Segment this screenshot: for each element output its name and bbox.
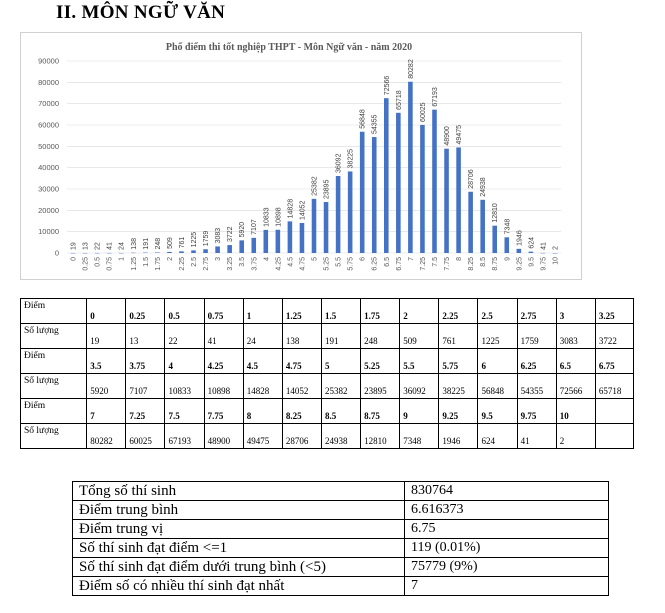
score-cell: 4: [165, 349, 204, 374]
x-tick-label: 9.25: [516, 256, 524, 271]
chart-bar: [372, 137, 377, 253]
x-tick-label: 7.75: [444, 257, 452, 271]
count-cell: 1225: [478, 324, 517, 349]
score-cell: 7.25: [126, 399, 165, 424]
score-cell: 1.25: [282, 299, 321, 324]
score-cell: 8.75: [361, 399, 400, 424]
count-cell: 36092: [400, 374, 439, 399]
x-tick-label: 9.5: [528, 257, 536, 267]
data-label: 509: [166, 237, 174, 249]
y-tick-label: 50000: [38, 141, 59, 151]
count-cell: 7348: [400, 424, 439, 449]
chart-bar: [408, 82, 413, 253]
stats-row: [73, 501, 609, 520]
chart-bar: [336, 176, 341, 253]
chart-bar: [492, 226, 497, 253]
count-cell: 23895: [361, 374, 400, 399]
count-cell: 7107: [126, 374, 165, 399]
x-tick-label: 4.75: [299, 257, 307, 271]
chart-bar: [384, 98, 389, 253]
score-cell: 9.75: [517, 399, 556, 424]
score-cell: 0.25: [126, 299, 165, 324]
count-cell: 191: [321, 324, 360, 349]
stats-row: [73, 539, 609, 558]
score-cell: 4.5: [243, 349, 282, 374]
data-label: 2: [552, 246, 560, 250]
score-row-label: Điểm: [21, 299, 87, 324]
chart-bar: [517, 249, 522, 253]
stats-row: [73, 558, 609, 577]
score-cell: 8: [243, 399, 282, 424]
score-cell: 9.25: [439, 399, 478, 424]
count-cell: 25382: [321, 374, 360, 399]
chart-bar: [348, 171, 353, 253]
stats-label: Số thí sinh đạt điểm dưới trung bình (<5): [73, 558, 405, 577]
x-tick-label: 8.75: [492, 257, 500, 271]
x-tick-label: 9: [504, 257, 512, 261]
x-tick-label: 3.25: [227, 257, 235, 271]
x-tick-label: 8.5: [480, 257, 488, 267]
x-tick-label: 6: [359, 257, 367, 261]
score-cell: 6.75: [595, 349, 633, 374]
data-label: 1759: [203, 230, 211, 247]
score-cell: 3.25: [595, 299, 633, 324]
count-cell: 138: [282, 324, 321, 349]
count-cell: 48900: [204, 424, 243, 449]
data-label: 56848: [359, 109, 367, 129]
score-cell: 0.75: [204, 299, 243, 324]
count-cell: 60025: [126, 424, 165, 449]
score-row: [21, 399, 634, 424]
count-cell: 1759: [517, 324, 556, 349]
count-cell: 65718: [595, 374, 633, 399]
score-cell: 3.5: [87, 349, 126, 374]
count-row: [21, 374, 634, 399]
x-tick-label: 4: [263, 257, 271, 261]
data-label: 138: [130, 238, 138, 250]
score-cell: 9.5: [478, 399, 517, 424]
score-cell: 5.5: [400, 349, 439, 374]
y-axis-ticks: [38, 57, 59, 258]
data-label: 3083: [215, 227, 223, 244]
chart-bar: [167, 252, 172, 253]
count-cell: 38225: [439, 374, 478, 399]
stats-label: Điểm số có nhiều thí sinh đạt nhất: [73, 577, 405, 596]
data-label: 24938: [480, 177, 488, 197]
x-tick-label: 8: [456, 257, 464, 261]
data-label: 23895: [323, 179, 331, 200]
data-label: 1225: [191, 231, 199, 248]
score-cell: 0.5: [165, 299, 204, 324]
data-label: 624: [528, 236, 536, 249]
count-cell: 41: [204, 324, 243, 349]
x-tick-label: 5.75: [347, 257, 355, 271]
chart-bar: [420, 125, 425, 253]
count-cell: 49475: [243, 424, 282, 449]
score-cell: 4.25: [204, 349, 243, 374]
x-tick-label: 0.25: [82, 257, 90, 271]
x-tick-label: 3.5: [239, 257, 247, 267]
x-tick-label: 3.75: [251, 257, 259, 271]
x-tick-label: 1.75: [154, 257, 162, 271]
x-tick-label: 5.5: [335, 257, 343, 267]
y-tick-label: 70000: [38, 99, 59, 109]
chart-bar: [191, 250, 196, 253]
chart-bar: [300, 223, 305, 253]
count-cell: 3722: [595, 324, 633, 349]
stats-value: 75779 (9%): [405, 558, 609, 577]
data-label: 14828: [287, 198, 295, 219]
x-tick-label: 1: [118, 257, 126, 261]
x-tick-label: 2: [166, 257, 174, 261]
chart-bar: [504, 237, 509, 253]
chart-bar: [396, 113, 401, 253]
data-label: 7348: [504, 218, 512, 235]
score-cell: 1: [243, 299, 282, 324]
count-cell: 248: [361, 324, 400, 349]
data-label: 5920: [239, 221, 247, 238]
chart-bar: [468, 192, 473, 253]
x-tick-label: 6.75: [395, 257, 403, 271]
chart-bar: [179, 251, 184, 253]
count-row: [21, 424, 634, 449]
stats-value: 7: [405, 577, 609, 596]
count-row-label: Số lượng: [21, 424, 87, 449]
score-cell: 6: [478, 349, 517, 374]
y-tick-label: 10000: [38, 227, 59, 237]
count-row-label: Số lượng: [21, 374, 87, 399]
score-cell: 5.75: [439, 349, 478, 374]
chart-title: Phổ điểm thi tốt nghiệp THPT - Môn Ngữ văn - năm 2020: [165, 42, 413, 53]
chart-bar: [432, 110, 437, 253]
score-cell: [595, 399, 633, 424]
summary-stats-table: [72, 481, 609, 596]
count-cell: 24: [243, 324, 282, 349]
data-label: 10833: [263, 207, 271, 227]
count-cell: 509: [400, 324, 439, 349]
chart-bar: [239, 240, 244, 253]
stats-value: 119 (0.01%): [405, 539, 609, 558]
stats-label: Tổng số thí sinh: [73, 482, 405, 501]
y-tick-label: 0: [54, 248, 59, 258]
x-tick-label: 8.25: [468, 257, 476, 271]
score-row-label: Điểm: [21, 349, 87, 374]
x-tick-label: 6.5: [383, 257, 391, 267]
data-label: 49475: [456, 124, 464, 145]
score-cell: 2.25: [439, 299, 478, 324]
chart-bar: [264, 230, 269, 253]
chart-bar: [227, 245, 232, 253]
data-label: 191: [142, 237, 150, 250]
data-label: 1946: [516, 230, 524, 246]
count-cell: 5920: [87, 374, 126, 399]
count-cell: 12810: [361, 424, 400, 449]
count-cell: 22: [165, 324, 204, 349]
x-tick-label: 2.5: [191, 257, 199, 267]
x-tick-label: 4.25: [275, 257, 283, 271]
score-cell: 3: [556, 299, 595, 324]
stats-label: Số thí sinh đạt điểm <=1: [73, 539, 405, 558]
y-tick-label: 90000: [38, 56, 59, 66]
score-cell: 6.5: [556, 349, 595, 374]
score-cell: 7.75: [204, 399, 243, 424]
count-cell: 41: [517, 424, 556, 449]
x-tick-label: 1.5: [142, 257, 150, 267]
data-label: 60025: [419, 102, 427, 122]
y-tick-label: 60000: [38, 120, 59, 130]
count-cell: 14052: [282, 374, 321, 399]
score-distribution-chart: [20, 32, 582, 280]
count-cell: 1946: [439, 424, 478, 449]
stats-label: Điểm trung vị: [73, 520, 405, 539]
count-cell: 24938: [321, 424, 360, 449]
x-tick-label: 9.75: [540, 257, 548, 271]
score-cell: 1.5: [321, 299, 360, 324]
count-row-label: Số lượng: [21, 324, 87, 349]
data-label: 25382: [311, 176, 319, 196]
y-tick-label: 30000: [38, 184, 59, 194]
count-cell: 10898: [204, 374, 243, 399]
chart-bar: [288, 221, 293, 253]
score-cell: 2: [400, 299, 439, 324]
data-label: 41: [540, 242, 548, 250]
score-cell: 3.75: [126, 349, 165, 374]
count-cell: 28706: [282, 424, 321, 449]
x-tick-label: 5: [311, 257, 319, 261]
score-row: [21, 349, 634, 374]
score-cell: 8.25: [282, 399, 321, 424]
stats-value: 830764: [405, 482, 609, 501]
data-label: 41: [106, 242, 114, 250]
score-cell: 10: [556, 399, 595, 424]
x-tick-label: 3: [215, 257, 223, 261]
count-cell: [595, 424, 633, 449]
stats-row: [73, 520, 609, 539]
score-cell: 6.25: [517, 349, 556, 374]
count-cell: 54355: [517, 374, 556, 399]
chart-canvas: [21, 33, 581, 279]
data-label: 67193: [431, 87, 439, 107]
data-label: 19: [70, 242, 78, 250]
score-cell: 7.5: [165, 399, 204, 424]
score-cell: 2.5: [478, 299, 517, 324]
data-label: 65718: [395, 90, 403, 110]
score-cell: 7: [87, 399, 126, 424]
x-tick-label: 0.75: [106, 257, 114, 271]
score-cell: 1.75: [361, 299, 400, 324]
x-tick-label: 2.75: [203, 257, 211, 271]
count-cell: 10833: [165, 374, 204, 399]
data-label: 72566: [383, 75, 391, 96]
score-row-label: Điểm: [21, 399, 87, 424]
score-cell: 5: [321, 349, 360, 374]
score-cell: 9: [400, 399, 439, 424]
count-cell: 67193: [165, 424, 204, 449]
data-label: 80282: [407, 59, 415, 79]
stats-row: [73, 482, 609, 501]
data-label: 36092: [335, 153, 343, 174]
data-label: 24: [118, 242, 126, 250]
x-tick-label: 0: [70, 257, 78, 261]
x-tick-label: 7.25: [419, 257, 427, 271]
data-label: 28706: [468, 169, 476, 189]
chart-bar: [444, 149, 449, 253]
chart-bar: [529, 252, 534, 253]
data-label: 54355: [371, 114, 379, 135]
data-label: 48900: [444, 126, 452, 146]
x-tick-label: 10: [552, 257, 560, 265]
y-tick-label: 20000: [38, 205, 59, 215]
count-row: [21, 324, 634, 349]
count-cell: 19: [87, 324, 126, 349]
x-tick-label: 7: [407, 257, 415, 261]
x-tick-label: 7.5: [431, 257, 439, 267]
x-tick-label: 1.25: [130, 257, 138, 271]
x-tick-label: 0.5: [94, 257, 102, 267]
count-cell: 624: [478, 424, 517, 449]
chart-bar: [456, 147, 461, 253]
data-label: 248: [154, 237, 162, 250]
x-tick-label: 5.25: [323, 257, 331, 271]
section-heading: II. MÔN NGỮ VĂN: [56, 2, 226, 23]
data-label: 14052: [299, 200, 307, 221]
y-tick-label: 80000: [38, 77, 59, 87]
score-cell: 0: [87, 299, 126, 324]
count-cell: 56848: [478, 374, 517, 399]
score-row: [21, 299, 634, 324]
data-label: 38225: [347, 148, 355, 169]
x-tick-label: 2.25: [178, 257, 186, 271]
stats-value: 6.75: [405, 520, 609, 539]
chart-bar: [276, 230, 281, 253]
count-cell: 72566: [556, 374, 595, 399]
chart-bar: [312, 199, 317, 253]
data-label: 3722: [227, 226, 235, 243]
count-cell: 14828: [243, 374, 282, 399]
count-cell: 3083: [556, 324, 595, 349]
data-label: 13: [82, 242, 90, 250]
data-label: 22: [94, 242, 102, 250]
data-label: 10898: [275, 207, 283, 227]
chart-bar: [155, 252, 160, 253]
stats-label: Điểm trung bình: [73, 501, 405, 520]
stats-row: [73, 577, 609, 596]
score-cell: 2.75: [517, 299, 556, 324]
count-cell: 2: [556, 424, 595, 449]
data-label: 7107: [251, 219, 259, 235]
chart-bar: [203, 249, 208, 253]
chart-bar: [480, 200, 485, 253]
chart-bar: [360, 132, 365, 253]
count-cell: 761: [439, 324, 478, 349]
chart-bar: [251, 238, 256, 253]
count-cell: 80282: [87, 424, 126, 449]
x-tick-label: 6.25: [371, 257, 379, 271]
data-label: 761: [178, 236, 186, 249]
stats-value: 6.616373: [405, 501, 609, 520]
data-label: 12810: [492, 203, 500, 223]
x-tick-label: 4.5: [287, 257, 295, 267]
chart-bar: [215, 246, 220, 253]
score-cell: 4.75: [282, 349, 321, 374]
count-cell: 13: [126, 324, 165, 349]
score-cell: 8.5: [321, 399, 360, 424]
y-tick-label: 40000: [38, 163, 59, 173]
score-cell: 5.25: [361, 349, 400, 374]
x-axis-ticks: [71, 257, 560, 271]
score-count-table: [20, 298, 634, 449]
chart-bar: [324, 202, 329, 253]
